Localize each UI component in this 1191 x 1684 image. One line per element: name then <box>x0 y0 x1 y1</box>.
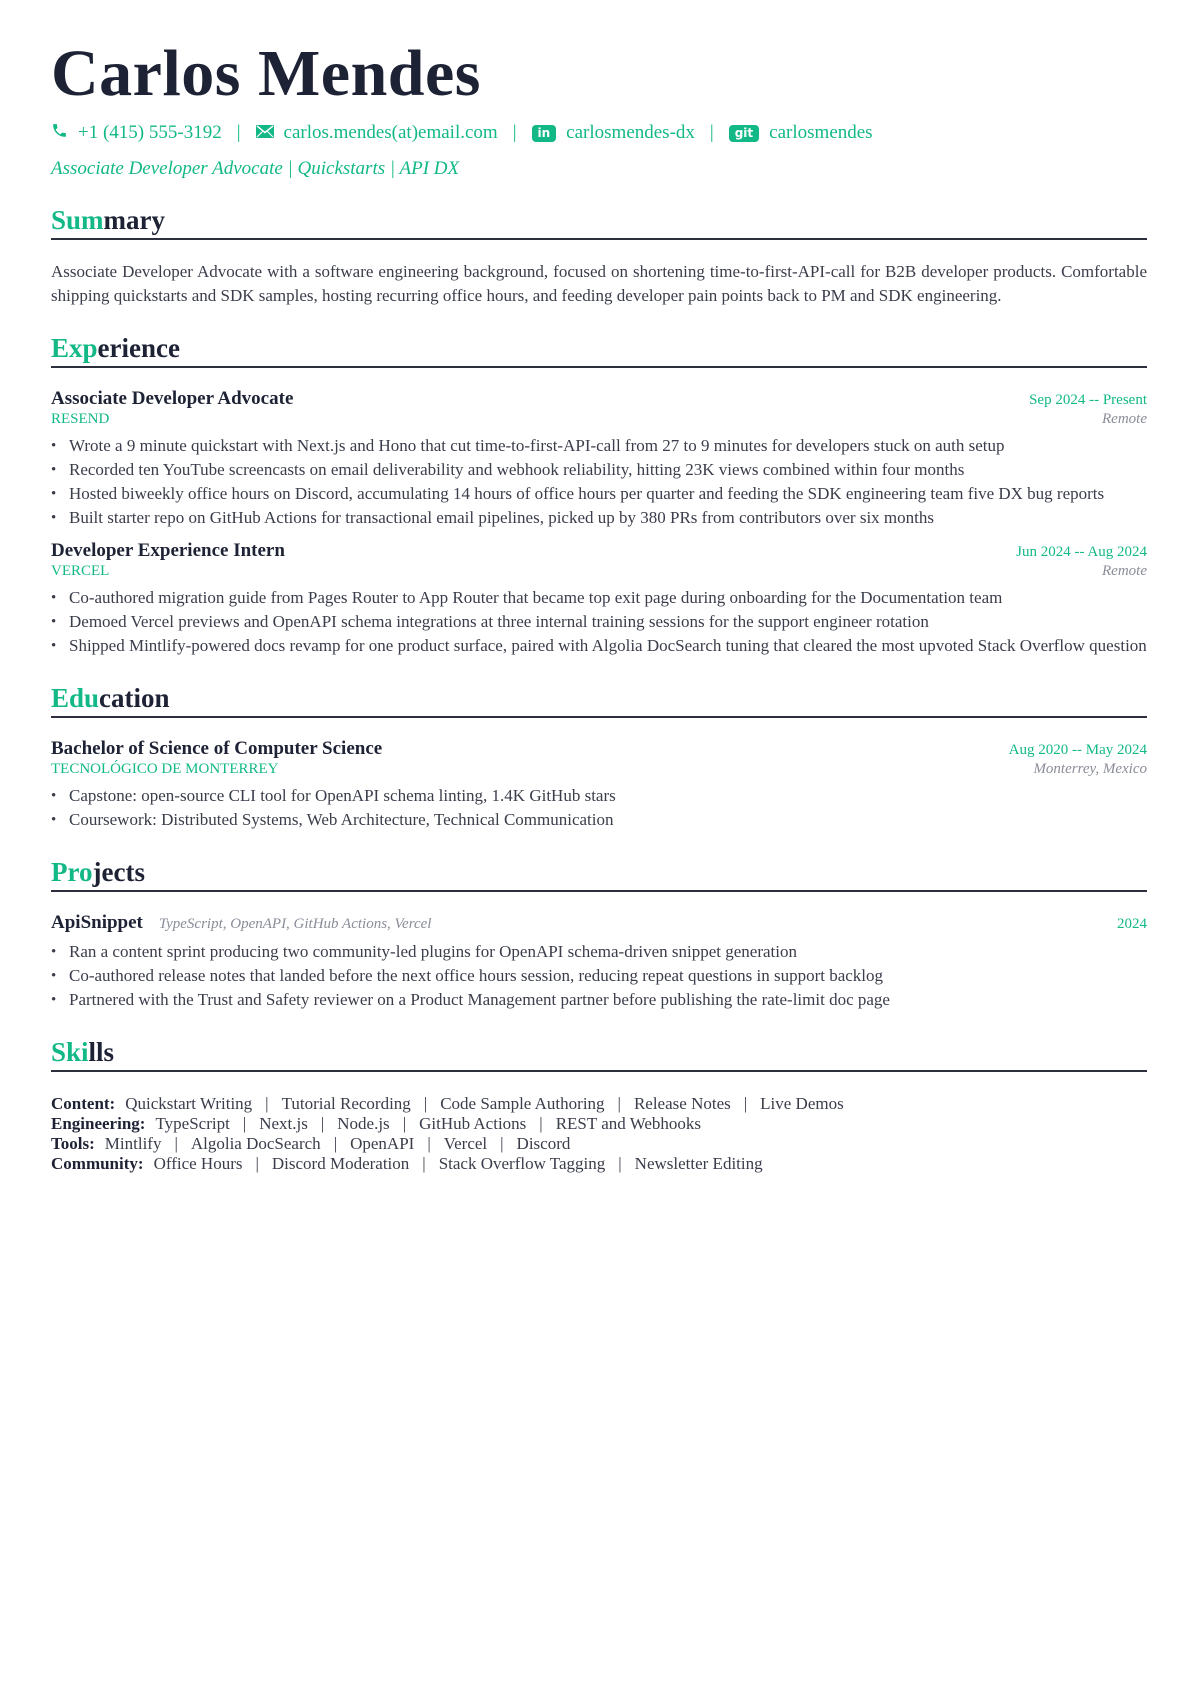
skill-item: Stack Overflow Tagging <box>438 1154 606 1173</box>
project-entry <box>51 912 1147 1012</box>
list-item: • Co-authored release notes that landed before the next office hours session, reducing repeat questions in support backlog <box>69 964 1147 988</box>
skill-item: Tutorial Recording <box>281 1094 411 1113</box>
skill-separator: | <box>174 1134 178 1153</box>
heading-rest: cation <box>99 683 170 713</box>
linkedin-contact[interactable] <box>532 122 695 144</box>
list-item: • Coursework: Distributed Systems, Web Architecture, Technical Communication <box>69 808 1147 832</box>
phone-text: +1 (415) 555-3192 <box>78 122 222 143</box>
skill-item: Node.js <box>337 1114 390 1133</box>
section-heading <box>51 856 1147 892</box>
heading-rest: erience <box>97 333 180 363</box>
summary-section <box>51 204 1147 308</box>
contact-separator: | <box>236 122 241 143</box>
skill-separator: | <box>265 1094 269 1113</box>
skill-category: Tools: <box>51 1134 95 1153</box>
job-location: Remote <box>1102 563 1147 579</box>
linkedin-text: carlosmendes-dx <box>566 122 695 143</box>
experience-entry <box>51 388 1147 530</box>
skill-separator: | <box>427 1134 431 1153</box>
skill-item: Live Demos <box>760 1094 844 1113</box>
section-heading <box>51 682 1147 718</box>
heading-rest: jects <box>92 857 145 887</box>
skill-category: Engineering: <box>51 1114 146 1133</box>
skill-item: TypeScript <box>155 1114 230 1133</box>
skill-item: OpenAPI <box>350 1134 415 1153</box>
skill-row <box>51 1134 1147 1154</box>
education-section <box>51 682 1147 832</box>
skill-separator: | <box>423 1094 428 1113</box>
list-item: • Hosted biweekly office hours on Discord, accumulating 14 hours of office hours per quarter and feeding the SDK engineering team five DX bug reports <box>69 482 1147 506</box>
phone-icon <box>51 122 68 145</box>
email-contact[interactable] <box>256 122 498 144</box>
email-text: carlos.mendes(at)email.com <box>283 122 498 143</box>
job-title: Associate Developer Advocate <box>51 388 294 409</box>
list-item: • Recorded ten YouTube screencasts on email deliverability and webhook reliability, hitting 23K views combined within four months <box>69 458 1147 482</box>
degree-title: Bachelor of Science of Computer Science <box>51 738 383 759</box>
heading-rest: mary <box>103 205 166 235</box>
contact-separator: | <box>709 122 714 143</box>
resume-page <box>51 38 1147 1174</box>
skill-separator: | <box>618 1154 622 1173</box>
bullet-list <box>51 586 1147 658</box>
skill-row <box>51 1094 1147 1114</box>
linkedin-icon: in <box>532 125 557 142</box>
list-item: • Ran a content sprint producing two community-led plugins for OpenAPI schema-driven snippet generation <box>69 940 1147 964</box>
skill-item: GitHub Actions <box>419 1114 527 1133</box>
skill-item: Vercel <box>443 1134 488 1153</box>
list-item: • Co-authored migration guide from Pages Router to App Router that became top exit page during onboarding for the Documentation team <box>69 586 1147 610</box>
job-dates: Sep 2024 -- Present <box>1029 392 1147 408</box>
section-heading <box>51 332 1147 368</box>
education-dates: Aug 2020 -- May 2024 <box>1008 742 1147 758</box>
skill-item: Quickstart Writing <box>125 1094 253 1113</box>
skill-separator: | <box>255 1154 259 1173</box>
experience-section <box>51 332 1147 658</box>
contact-separator: | <box>512 122 517 143</box>
skill-row <box>51 1114 1147 1134</box>
company-name: RESEND <box>51 411 110 427</box>
skill-separator: | <box>617 1094 621 1113</box>
list-item: • Partnered with the Trust and Safety reviewer on a Product Management partner before publishing the rate-limit doc page <box>69 988 1147 1012</box>
list-item: • Capstone: open-source CLI tool for OpenAPI schema linting, 1.4K GitHub stars <box>69 784 1147 808</box>
section-heading <box>51 204 1147 240</box>
phone-contact[interactable] <box>51 122 222 145</box>
contact-bar <box>51 120 1147 146</box>
bullet-list <box>51 434 1147 530</box>
last-name: Mendes <box>257 37 481 110</box>
project-year: 2024 <box>1117 916 1147 932</box>
skill-item: Discord Moderation <box>271 1154 410 1173</box>
projects-section <box>51 856 1147 1012</box>
bullet-list <box>51 940 1147 1012</box>
tagline: Associate Developer Advocate | Quickstarts | API DX <box>51 158 460 179</box>
skill-separator: | <box>743 1094 748 1113</box>
skills-list <box>51 1094 1147 1174</box>
heading-accent: Pro <box>51 857 93 887</box>
summary-text: Associate Developer Advocate with a software engineering background, focused on shortening time-to-first-API-call for B2B developer products. Comfortable shipping quickstarts and SDK samples, hosting recurring office hours, and feeding developer pain points back to PM and SDK engineering. <box>51 262 1147 305</box>
bullet-list <box>51 784 1147 832</box>
skill-separator: | <box>333 1134 338 1153</box>
heading-rest: lls <box>88 1037 115 1067</box>
skill-category: Content: <box>51 1094 116 1113</box>
heading-accent: Edu <box>51 683 100 713</box>
heading-accent: Exp <box>51 333 98 363</box>
skill-item: Newsletter Editing <box>634 1154 763 1173</box>
skill-item: Mintlify <box>104 1134 162 1153</box>
skill-separator: | <box>242 1114 247 1133</box>
skill-separator: | <box>320 1114 325 1133</box>
job-location: Remote <box>1102 411 1147 427</box>
skill-separator: | <box>500 1134 504 1153</box>
list-item: • Wrote a 9 minute quickstart with Next.js and Hono that cut time-to-first-API-call from 27 to 9 minutes for developers stuck on auth setup <box>69 434 1147 458</box>
heading-accent: Sum <box>51 205 104 235</box>
mail-icon <box>256 122 274 144</box>
skill-separator: | <box>539 1114 543 1133</box>
first-name: Carlos <box>51 37 241 110</box>
skill-item: Release Notes <box>633 1094 731 1113</box>
skills-section <box>51 1036 1147 1174</box>
experience-entry <box>51 540 1147 658</box>
git-icon: git <box>729 125 759 142</box>
list-item: • Demoed Vercel previews and OpenAPI schema integrations at three internal training sessions for the support engineer rotation <box>69 610 1147 634</box>
project-name: ApiSnippet <box>51 912 143 933</box>
skill-item: Code Sample Authoring <box>440 1094 605 1113</box>
list-item: • Shipped Mintlify-powered docs revamp for one product surface, paired with Algolia DocSearch tuning that cleared the most upvoted Stack Overflow question <box>69 634 1147 658</box>
skill-item: REST and Webhooks <box>555 1114 702 1133</box>
list-item: • Built starter repo on GitHub Actions for transactional email pipelines, picked up by 380 PRs from contributors over six months <box>69 506 1147 530</box>
skill-separator: | <box>422 1154 426 1173</box>
job-title: Developer Experience Intern <box>51 540 285 561</box>
heading-accent: Ski <box>51 1037 89 1067</box>
education-entry <box>51 738 1147 832</box>
company-name: VERCEL <box>51 563 110 579</box>
skill-item: Algolia DocSearch <box>190 1134 321 1153</box>
skill-item: Next.js <box>259 1114 308 1133</box>
skill-category: Community: <box>51 1154 144 1173</box>
skill-row <box>51 1154 1147 1174</box>
skill-item: Discord <box>516 1134 571 1153</box>
github-text: carlosmendes <box>769 122 873 143</box>
candidate-name <box>51 38 1147 110</box>
github-contact[interactable] <box>729 122 873 144</box>
school-name: TECNOLÓGICO DE MONTERREY <box>51 761 279 777</box>
project-tech: TypeScript, OpenAPI, GitHub Actions, Vercel <box>158 916 432 932</box>
job-dates: Jun 2024 -- Aug 2024 <box>1016 544 1147 560</box>
section-heading <box>51 1036 1147 1072</box>
skill-item: Office Hours <box>153 1154 243 1173</box>
skill-separator: | <box>402 1114 407 1133</box>
school-location: Monterrey, Mexico <box>1033 761 1147 777</box>
